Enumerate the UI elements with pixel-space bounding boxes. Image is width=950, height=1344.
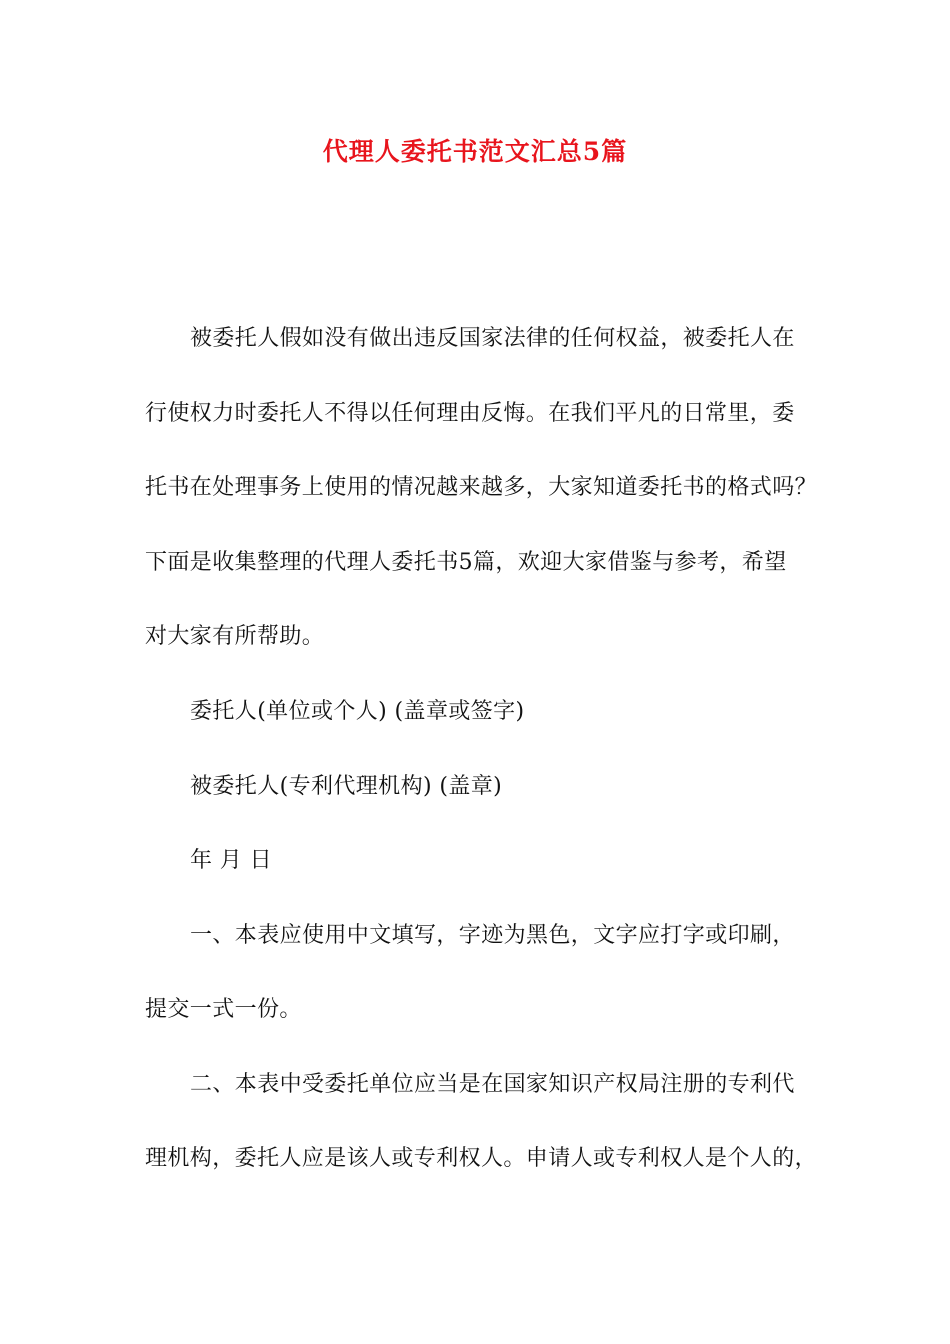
agent-line: 被委托人(专利代理机构) (盖章) <box>190 774 503 799</box>
consignor-line: 委托人(单位或个人) (盖章或签字) <box>190 699 525 724</box>
date-line: 年 月 日 <box>190 848 272 873</box>
paragraph-line: 下面是收集整理的代理人委托书5篇，欢迎大家借鉴与参考，希望 <box>145 550 787 575</box>
document-title: 代理人委托书范文汇总5篇 <box>322 137 628 166</box>
instruction-line: 一、本表应使用中文填写，字迹为黑色，文字应打字或印刷， <box>190 923 795 948</box>
paragraph-line: 被委托人假如没有做出违反国家法律的任何权益，被委托人在 <box>190 326 795 351</box>
instruction-line: 提交一式一份。 <box>145 997 302 1022</box>
paragraph-line: 行使权力时委托人不得以任何理由反悔。在我们平凡的日常里，委 <box>145 401 795 426</box>
paragraph-line: 托书在处理事务上使用的情况越来越多，大家知道委托书的格式吗？ <box>145 475 818 500</box>
instruction-line: 理机构，委托人应是该人或专利权人。申请人或专利权人是个人的， <box>145 1146 818 1171</box>
instruction-line: 二、本表中受委托单位应当是在国家知识产权局注册的专利代 <box>190 1072 795 1097</box>
paragraph-line: 对大家有所帮助。 <box>145 624 325 649</box>
